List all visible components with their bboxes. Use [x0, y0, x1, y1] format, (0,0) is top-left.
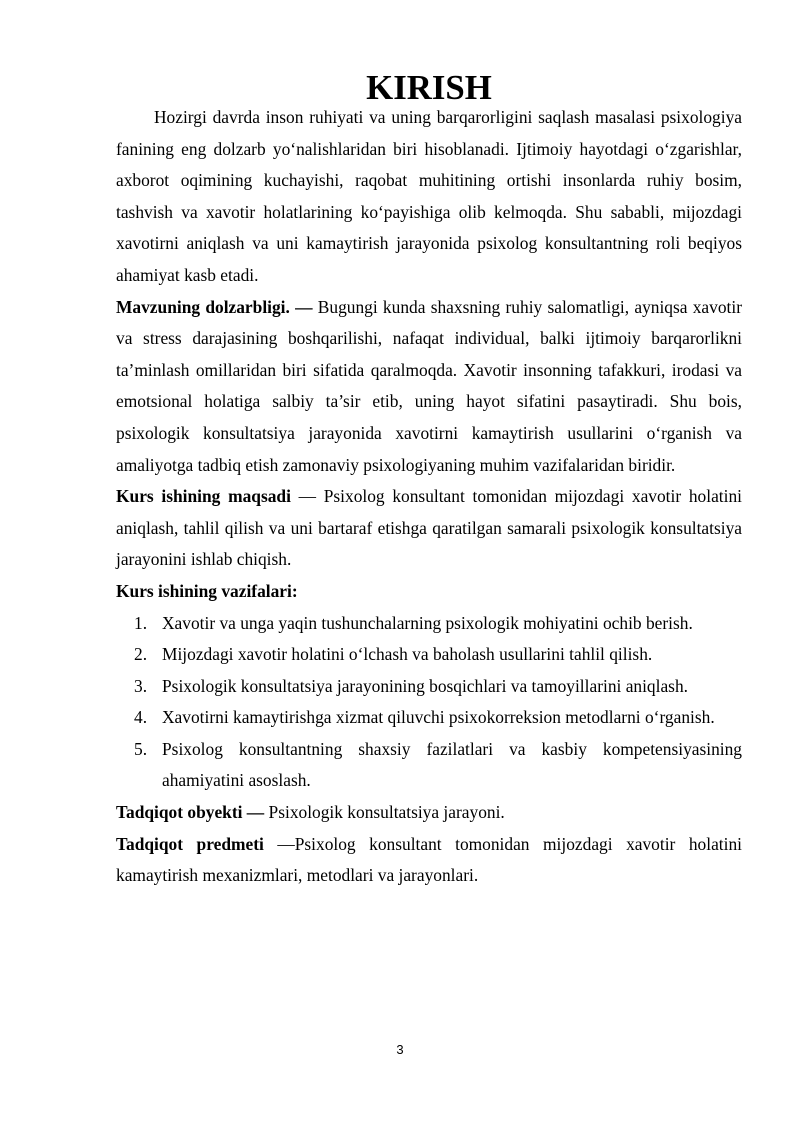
subject-label: Tadqiqot predmeti: [116, 833, 264, 854]
goal-text: — Psixolog konsultant tomonidan mijozdagi xavotir holatini aniqlash, tahlil qilish va uni bartaraf etishga qaratilgan samarali psixologik konsultatsiya jarayonini ishlab chiqish.: [116, 486, 742, 570]
goal-label: Kurs ishining maqsadi: [116, 486, 291, 507]
object-paragraph: [116, 797, 742, 829]
subject-text: —Psixolog konsultant tomonidan mijozdagi xavotir holatini kamaytirish mexanizmlari, metodlari va jarayonlari.: [116, 833, 742, 886]
list-item: [116, 639, 742, 671]
list-item-number: 1.: [134, 612, 148, 633]
tasks-list: [116, 608, 742, 798]
subject-paragraph: [116, 829, 742, 892]
list-item: [116, 734, 742, 797]
goal-paragraph: [116, 481, 742, 576]
relevance-paragraph: [116, 292, 742, 482]
list-item: [116, 702, 742, 734]
list-item-number: 5.: [134, 738, 148, 759]
list-item-text: Mijozdagi xavotir holatini o‘lchash va baholash usullarini tahlil qilish.: [162, 644, 653, 665]
object-label: Tadqiqot obyekti —: [116, 802, 265, 823]
tasks-heading: Kurs ishining vazifalari:: [116, 580, 298, 601]
object-text: Psixologik konsultatsiya jarayoni.: [264, 802, 505, 823]
list-item-number: 4.: [134, 707, 148, 728]
list-item: [116, 608, 742, 640]
page-number: 3: [396, 1042, 404, 1057]
list-item: [116, 671, 742, 703]
list-item-number: 3.: [134, 675, 148, 696]
page-content: [116, 68, 742, 892]
intro-paragraph: Hozirgi davrda inson ruhiyati va uning barqarorligini saqlash masalasi psixologiya fanining eng dolzarb yo‘nalishlaridan biri hisoblanadi. Ijtimoiy hayotdagi o‘zgarishlar, axborot oqimining kuchayishi, raqobat muhitining ortishi insonlarda ruhiy bosim, tashvish va xavotir holatlarining ko‘payishiga olib kelmoqda. Shu sababli, mijozdagi xavotirni aniqlash va uni kamaytirish jarayonida psixolog konsultantning roli beqiyos ahamiyat kasb etadi.: [116, 107, 742, 285]
list-item-text: Xavotirni kamaytirishga xizmat qiluvchi psixokorreksion metodlarni o‘rganish.: [162, 707, 715, 728]
relevance-text: Bugungi kunda shaxsning ruhiy salomatligi, ayniqsa xavotir va stress darajasining boshqarilishi, nafaqat individual, balki ijtimoiy barqarorlikni ta’minlash omillaridan biri sifatida qaralmoqda. Xavotir insonning tafakkuri, irodasi va emotsional holatiga salbiy ta’sir etib, uning hayot sifatini pasaytiradi. Shu bois, psixologik konsultatsiya jarayonida xavotirni kamaytirish usullarini o‘rganish va amaliyotga tadbiq etish zamonaviy psixologiyaning muhim vazifalaridan biridir.: [116, 296, 742, 475]
list-item-number: 2.: [134, 644, 148, 665]
list-item-text: Xavotir va unga yaqin tushunchalarning psixologik mohiyatini ochib berish.: [162, 612, 693, 633]
relevance-label: Mavzuning dolzarbligi. —: [116, 296, 313, 317]
list-item-text: Psixolog konsultantning shaxsiy fazilatlari va kasbiy kompetensiyasining ahamiyatini asoslash.: [162, 738, 742, 791]
page-title: KIRISH: [366, 68, 492, 107]
list-item-text: Psixologik konsultatsiya jarayonining bosqichlari va tamoyillarini aniqlash.: [162, 675, 688, 696]
